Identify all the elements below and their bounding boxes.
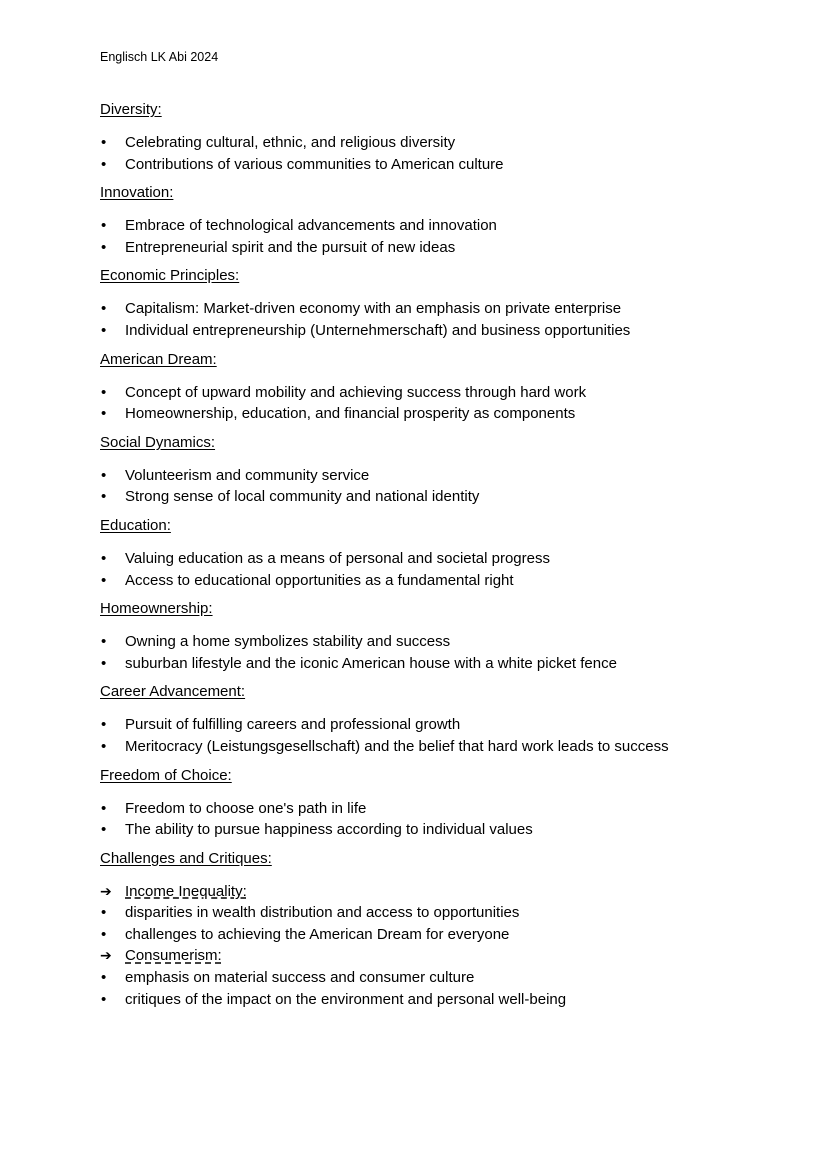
section-heading: Education: bbox=[100, 516, 171, 534]
section-heading: Innovation: bbox=[100, 184, 174, 202]
list-item: • challenges to achieving the American Dream for everyone bbox=[100, 924, 740, 946]
list-item: • Homeownership, education, and financial prosperity as components bbox=[100, 403, 740, 425]
section-freedom-of-choice bbox=[100, 766, 740, 841]
bullet-list bbox=[100, 465, 740, 508]
subheading-consumerism bbox=[100, 945, 740, 967]
section-heading: Social Dynamics: bbox=[100, 433, 216, 451]
list-item: • Concept of upward mobility and achieving success through hard work bbox=[100, 382, 740, 404]
list-item: • suburban lifestyle and the iconic American house with a white picket fence bbox=[100, 653, 740, 675]
challenges-list bbox=[100, 881, 740, 1011]
section-heading: Challenges and Critiques: bbox=[100, 849, 272, 867]
bullet-list bbox=[100, 714, 740, 757]
list-item: • The ability to pursue happiness according to individual values bbox=[100, 819, 740, 841]
bullet-list bbox=[100, 132, 740, 175]
bullet-list bbox=[100, 382, 740, 425]
list-item: • Pursuit of fulfilling careers and professional growth bbox=[100, 714, 740, 736]
section-heading: Diversity: bbox=[100, 101, 162, 118]
bullet-list bbox=[100, 215, 740, 258]
section-diversity bbox=[100, 100, 740, 175]
section-challenges-and-critiques bbox=[100, 849, 740, 1011]
list-item: • Entrepreneurial spirit and the pursuit of new ideas bbox=[100, 237, 740, 259]
section-heading: Homeownership: bbox=[100, 600, 213, 618]
section-homeownership bbox=[100, 599, 740, 674]
list-item: • Owning a home symbolizes stability and success bbox=[100, 631, 740, 653]
section-innovation bbox=[100, 183, 740, 258]
bullet-list bbox=[100, 548, 740, 591]
section-heading: Economic Principles: bbox=[100, 267, 240, 285]
list-item: • Valuing education as a means of personal and societal progress bbox=[100, 548, 740, 570]
section-heading: Career Advancement: bbox=[100, 683, 246, 701]
page-header: Englisch LK Abi 2024 bbox=[100, 50, 219, 64]
notes-content bbox=[100, 100, 740, 1018]
list-item: • disparities in wealth distribution and access to opportunities bbox=[100, 902, 740, 924]
section-career-advancement bbox=[100, 682, 740, 757]
list-item: • Freedom to choose one's path in life bbox=[100, 798, 740, 820]
list-item: • Access to educational opportunities as a fundamental right bbox=[100, 570, 740, 592]
section-heading: Freedom of Choice: bbox=[100, 766, 232, 784]
bullet-list bbox=[100, 298, 740, 341]
list-item: • Meritocracy (Leistungsgesellschaft) and the belief that hard work leads to success bbox=[100, 736, 740, 758]
section-social-dynamics bbox=[100, 433, 740, 508]
section-education bbox=[100, 516, 740, 591]
subheading-label: Consumerism: bbox=[125, 947, 222, 965]
list-item: • Strong sense of local community and national identity bbox=[100, 486, 740, 508]
list-item: • Celebrating cultural, ethnic, and religious diversity bbox=[100, 132, 740, 154]
subheading-label: Income Inequality: bbox=[125, 882, 247, 900]
bullet-list bbox=[100, 798, 740, 841]
list-item: • emphasis on material success and consumer culture bbox=[100, 967, 740, 989]
list-item: • Individual entrepreneurship (Unternehmerschaft) and business opportunities bbox=[100, 320, 740, 342]
bullet-list bbox=[100, 631, 740, 674]
list-item: • Embrace of technological advancements and innovation bbox=[100, 215, 740, 237]
list-item: • Volunteerism and community service bbox=[100, 465, 740, 487]
list-item: • critiques of the impact on the environment and personal well-being bbox=[100, 989, 740, 1011]
section-economic-principles bbox=[100, 266, 740, 341]
list-item: • Capitalism: Market-driven economy with an emphasis on private enterprise bbox=[100, 298, 740, 320]
section-heading: American Dream: bbox=[100, 350, 217, 368]
list-item: • Contributions of various communities to American culture bbox=[100, 154, 740, 176]
subheading-income-inequality bbox=[100, 881, 740, 903]
section-american-dream bbox=[100, 350, 740, 425]
